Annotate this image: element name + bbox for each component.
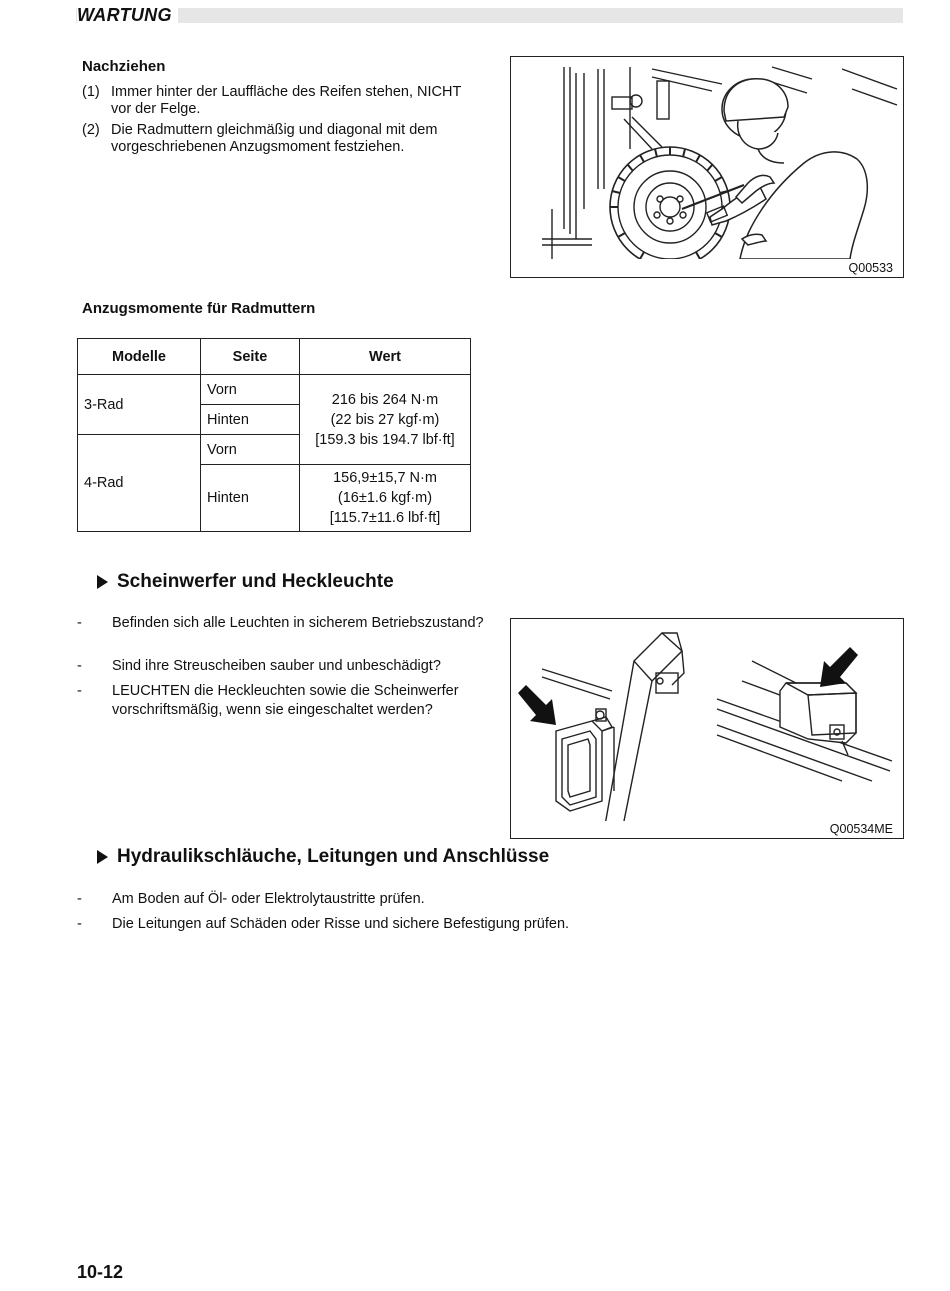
- column-header: Wert: [300, 339, 471, 375]
- page-number: 10-12: [77, 1262, 124, 1282]
- bullet-text: LEUCHTEN die Heckleuchten sowie die Scheinwerfer vorschriftsmäßig, wenn sie eingeschaltet werden?: [112, 683, 459, 718]
- value-line: 156,9±15,7 N·m: [333, 470, 437, 486]
- lamps-illustration: [512, 621, 902, 821]
- bullet-text: Befinden sich alle Leuchten in sicherem Betriebszustand?: [112, 615, 484, 631]
- bullet-text: Die Leitungen auf Schäden oder Risse und sichere Befestigung prüfen.: [112, 916, 570, 932]
- bullet-dash: -: [77, 658, 82, 674]
- bullet-text: Sind ihre Streuscheiben sauber und unbeschädigt?: [112, 658, 441, 674]
- wheel-nut-figure: [510, 56, 904, 278]
- bullet-dash: -: [77, 615, 82, 631]
- header-band: [76, 8, 903, 23]
- bullet-dash: -: [77, 683, 82, 699]
- side-cell: Vorn: [201, 375, 300, 405]
- step-text: Immer hinter der Lauffläche des Reifen stehen, NICHT vor der Felge.: [111, 84, 462, 117]
- value-line: [115.7±11.6 lbf·ft]: [329, 510, 441, 526]
- section-title: WARTUNG: [77, 3, 178, 27]
- bullet-text: Am Boden auf Öl- oder Elektrolytaustritte prüfen.: [112, 891, 425, 907]
- figure-code: Q00533: [848, 261, 893, 275]
- value-line: (22 bis 27 kgf·m): [330, 411, 440, 428]
- figure-code: Q00534ME: [829, 822, 893, 836]
- column-header: Modelle: [78, 339, 201, 375]
- list-item: [77, 657, 497, 677]
- torque-table: [77, 338, 471, 532]
- value-line: 216 bis 264 N·m: [331, 391, 439, 408]
- bullet-dash: -: [77, 916, 82, 932]
- lights-section-heading: [97, 571, 394, 593]
- hydraulics-heading-text: Hydraulikschläuche, Leitungen und Anschlüsse: [117, 846, 550, 867]
- wheel-tightening-illustration: [512, 59, 902, 259]
- tightening-heading: Nachziehen: [82, 58, 166, 75]
- column-header: Seite: [201, 339, 300, 375]
- step-text: Die Radmuttern gleichmäßig und diagonal mit dem vorgeschriebenen Anzugsmoment festziehen.: [111, 122, 438, 155]
- list-item: [77, 890, 637, 910]
- lamps-figure: [510, 618, 904, 839]
- lights-heading-text: Scheinwerfer und Heckleuchte: [117, 571, 394, 592]
- table-row: [78, 375, 471, 405]
- list-item: [77, 682, 497, 722]
- value-cell: [300, 375, 471, 465]
- value-cell: [300, 465, 471, 532]
- value-line: (16±1.6 kgf·m): [337, 490, 433, 506]
- list-item: [82, 84, 482, 120]
- torque-table-heading: Anzugsmomente für Radmuttern: [82, 300, 316, 317]
- model-cell: 4-Rad: [78, 435, 201, 532]
- model-cell: 3-Rad: [78, 375, 201, 435]
- side-cell: Hinten: [201, 405, 300, 435]
- table-header-row: [78, 339, 471, 375]
- bullet-dash: -: [77, 891, 82, 907]
- triangle-right-icon: [97, 575, 108, 589]
- step-number: (2): [82, 122, 100, 138]
- list-item: [82, 122, 482, 158]
- value-line: [159.3 bis 194.7 lbf·ft]: [315, 431, 455, 448]
- triangle-right-icon: [97, 850, 108, 864]
- list-item: [77, 614, 497, 654]
- step-number: (1): [82, 84, 100, 100]
- side-cell: Hinten: [201, 465, 300, 532]
- side-cell: Vorn: [201, 435, 300, 465]
- hydraulics-section-heading: [97, 846, 549, 868]
- list-item: [77, 915, 637, 935]
